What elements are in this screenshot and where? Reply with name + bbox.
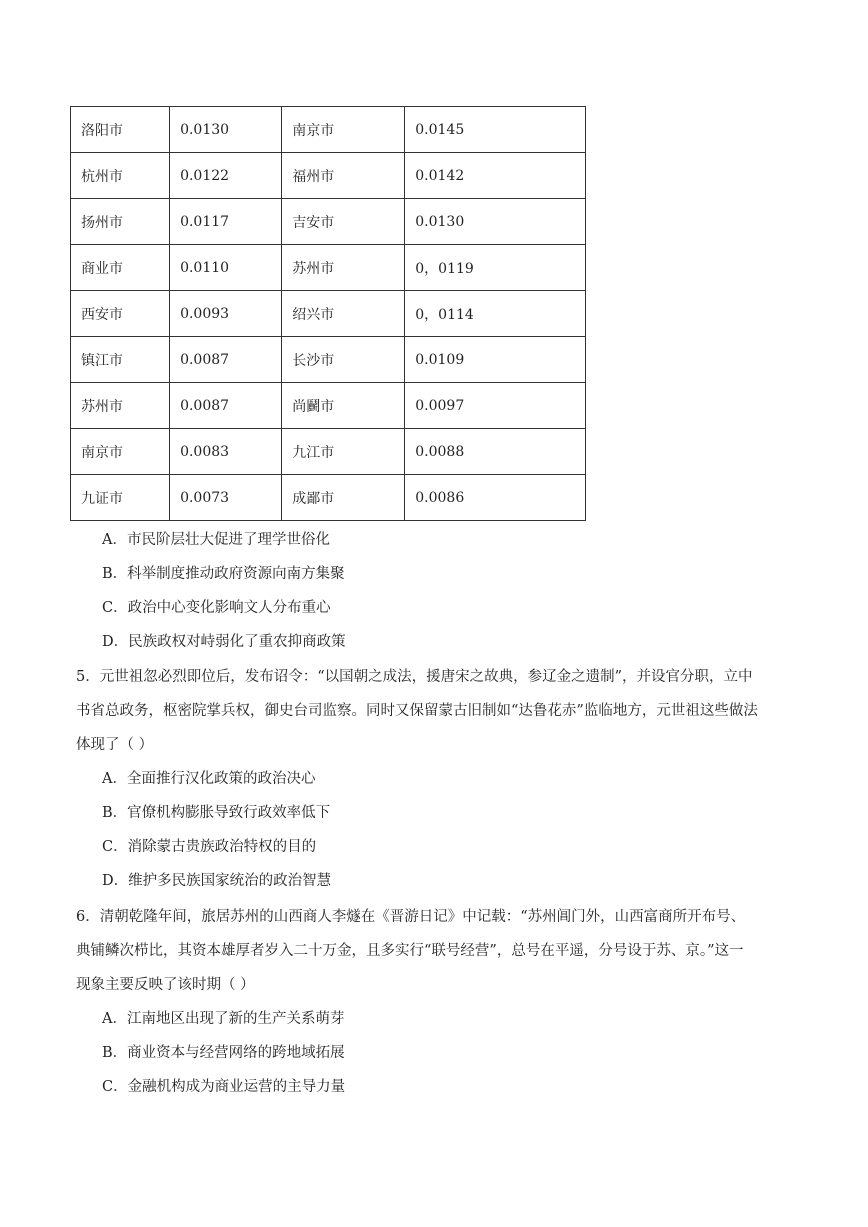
ratio-value-cell: 0.0087 [170,383,282,429]
table-row [71,153,586,199]
ratio-value-cell: 0.0088 [405,429,586,475]
ratio-value-cell: 0.0122 [170,153,282,199]
ratio-value-cell: 0.0083 [170,429,282,475]
ratio-value-cell: 0.0110 [170,245,282,291]
city-name-cell: 镇江市 [71,337,170,383]
ratio-value-cell: 0.0117 [170,199,282,245]
q4-option-b: B．科举制度推动政府资源向南方集聚 [102,566,345,582]
q5-option-d: D．维护多民族国家统治的政治智慧 [102,873,332,889]
ratio-value-cell: 0.0097 [405,383,586,429]
q6-stem-line-1: 6．清朝乾隆年间，旅居苏州的山西商人李燧在《晋游日记》中记载：“苏州阊门外，山西富商所开布号、 [76,909,746,925]
table-row [71,291,586,337]
q5-option-a: A．全面推行汉化政策的政治决心 [102,771,316,787]
ratio-value-cell: 0.0145 [405,107,586,153]
table-row [71,429,586,475]
q6-option-c: C．金融机构成为商业运营的主导力量 [102,1079,346,1095]
q5-stem-line-3: 体现了（ ） [76,737,154,753]
city-name-cell: 南京市 [282,107,405,153]
ratio-value-cell: 0，0119 [405,245,586,291]
q4-option-d: D．民族政权对峙弱化了重农抑商政策 [102,634,346,650]
ratio-value-cell: 0.0130 [405,199,586,245]
ratio-value-cell: 0，0114 [405,291,586,337]
city-name-cell: 福州市 [282,153,405,199]
q6-stem-line-2: 典铺鳞次栉比，其资本雄厚者岁入二十万金，且多实行“联号经营”，总号在平遥，分号设于苏、京。”这一 [76,943,744,959]
city-name-cell: 成鄙市 [282,475,405,521]
city-name-cell: 商业市 [71,245,170,291]
ratio-value-cell: 0.0073 [170,475,282,521]
city-name-cell: 长沙市 [282,337,405,383]
q4-option-a: A．市民阶层壮大促进了理学世俗化 [102,532,330,548]
q5-option-c: C．消除蒙古贵族政治特权的目的 [102,839,317,855]
table-row [71,107,586,153]
q5-option-b: B．官僚机构膨胀导致行政效率低下 [102,805,331,821]
city-ratio-table [70,106,586,521]
ratio-value-cell: 0.0086 [405,475,586,521]
city-name-cell: 洛阳市 [71,107,170,153]
city-name-cell: 南京市 [71,429,170,475]
city-name-cell: 苏州市 [282,245,405,291]
ratio-value-cell: 0.0109 [405,337,586,383]
q6-option-a: A．江南地区出现了新的生产关系萌芽 [102,1011,345,1027]
ratio-value-cell: 0.0093 [170,291,282,337]
q6-stem-line-3: 现象主要反映了该时期（ ） [76,977,255,993]
city-name-cell: 苏州市 [71,383,170,429]
ratio-value-cell: 0.0087 [170,337,282,383]
city-name-cell: 九江市 [282,429,405,475]
table-row [71,199,586,245]
q4-option-c: C．政治中心变化影响文人分布重心 [102,600,331,616]
city-name-cell: 九证市 [71,475,170,521]
q5-stem-line-1: 5．元世祖忽必烈即位后，发布诏令：“以国朝之成法，援唐宋之故典，参辽金之遗制”，并设官分职，立中 [76,669,753,685]
city-name-cell: 杭州市 [71,153,170,199]
city-name-cell: 尚鬬市 [282,383,405,429]
q6-option-b: B．商业资本与经营网络的跨地域拓展 [102,1045,345,1061]
city-name-cell: 绍兴市 [282,291,405,337]
table-row [71,383,586,429]
ratio-value-cell: 0.0142 [405,153,586,199]
city-name-cell: 西安市 [71,291,170,337]
city-name-cell: 吉安市 [282,199,405,245]
table-row [71,475,586,521]
city-name-cell: 扬州市 [71,199,170,245]
q5-stem-line-2: 书省总政务，枢密院掌兵权，御史台司监察。同时又保留蒙古旧制如“达鲁花赤”监临地方，元世祖这些做法 [76,703,758,719]
table-row [71,245,586,291]
ratio-value-cell: 0.0130 [170,107,282,153]
table-row [71,337,586,383]
